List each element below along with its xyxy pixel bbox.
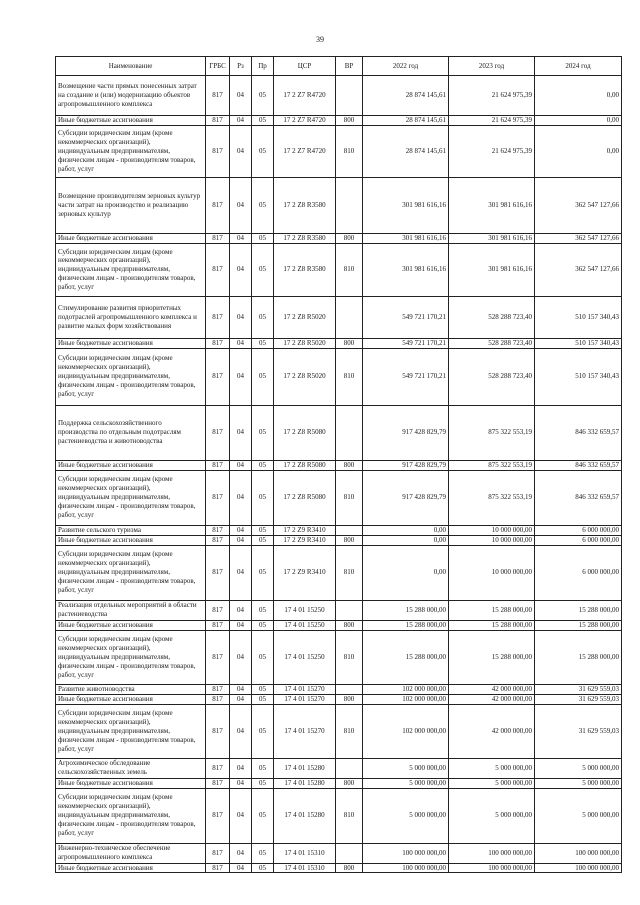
cell-rz: 04: [230, 788, 252, 843]
cell-y2024: 6 000 000,00: [535, 535, 622, 545]
cell-rz: 04: [230, 620, 252, 630]
cell-pr: 05: [252, 125, 274, 177]
cell-rz: 04: [230, 778, 252, 788]
cell-y2023: 5 000 000,00: [449, 778, 535, 788]
cell-y2024: 15 288 000,00: [535, 600, 622, 620]
cell-name: Инженерно-техническое обеспечение агропромышленного комплекса: [56, 843, 206, 863]
cell-name: Иные бюджетные ассигнования: [56, 535, 206, 545]
table-row: [56, 843, 622, 863]
cell-name: Развитие животноводства: [56, 684, 206, 694]
cell-csr: 17 4 01 15250: [274, 620, 336, 630]
cell-grbs: 817: [206, 704, 230, 758]
cell-csr: 17 4 01 15270: [274, 694, 336, 704]
header-row: [56, 57, 622, 76]
cell-y2024: 362 547 127,66: [535, 233, 622, 243]
cell-y2024: 15 288 000,00: [535, 620, 622, 630]
table-row: [56, 76, 622, 116]
cell-rz: 04: [230, 843, 252, 863]
cell-y2022: 549 721 170,21: [363, 296, 449, 338]
cell-vr: [336, 76, 363, 116]
cell-y2024: 31 629 559,03: [535, 704, 622, 758]
cell-pr: 05: [252, 525, 274, 535]
cell-y2022: 102 000 000,00: [363, 704, 449, 758]
cell-rz: 04: [230, 525, 252, 535]
cell-name: Иные бюджетные ассигнования: [56, 233, 206, 243]
cell-pr: 05: [252, 843, 274, 863]
cell-pr: 05: [252, 177, 274, 233]
cell-rz: 04: [230, 76, 252, 116]
cell-y2023: 301 981 616,16: [449, 177, 535, 233]
cell-pr: 05: [252, 405, 274, 460]
cell-rz: 04: [230, 630, 252, 684]
cell-rz: 04: [230, 600, 252, 620]
cell-vr: 800: [336, 460, 363, 470]
cell-name: Иные бюджетные ассигнования: [56, 338, 206, 348]
cell-vr: [336, 843, 363, 863]
cell-vr: [336, 296, 363, 338]
table-header: [56, 57, 622, 76]
cell-vr: [336, 600, 363, 620]
cell-csr: 17 2 Z7 R4720: [274, 76, 336, 116]
cell-pr: 05: [252, 778, 274, 788]
cell-grbs: 817: [206, 545, 230, 600]
cell-rz: 04: [230, 233, 252, 243]
table-body: [56, 76, 622, 873]
cell-y2023: 5 000 000,00: [449, 788, 535, 843]
cell-pr: 05: [252, 788, 274, 843]
cell-y2024: 510 157 340,43: [535, 296, 622, 338]
cell-grbs: 817: [206, 348, 230, 405]
cell-y2023: 21 624 975,39: [449, 125, 535, 177]
cell-name: Субсидии юридическим лицам (кроме некоммерческих организаций), индивидуальным предпринимателям, физическим лицам - производителям товаров, работ, услуг: [56, 125, 206, 177]
cell-grbs: 817: [206, 620, 230, 630]
cell-y2023: 42 000 000,00: [449, 704, 535, 758]
table-row: [56, 125, 622, 177]
table-row: [56, 630, 622, 684]
cell-grbs: 817: [206, 788, 230, 843]
cell-csr: 17 2 Z8 R5020: [274, 348, 336, 405]
header-rz: Рз: [230, 57, 252, 76]
table-row: [56, 758, 622, 778]
cell-y2024: 362 547 127,66: [535, 243, 622, 296]
cell-vr: 810: [336, 704, 363, 758]
budget-table: [55, 56, 622, 873]
cell-vr: 810: [336, 545, 363, 600]
cell-y2023: 528 288 723,40: [449, 348, 535, 405]
header-2022: 2022 год: [363, 57, 449, 76]
cell-pr: 05: [252, 296, 274, 338]
header-2023: 2023 год: [449, 57, 535, 76]
table-row: [56, 116, 622, 126]
cell-y2024: 15 288 000,00: [535, 630, 622, 684]
cell-y2023: 10 000 000,00: [449, 525, 535, 535]
cell-csr: 17 4 01 15280: [274, 788, 336, 843]
cell-name: Иные бюджетные ассигнования: [56, 116, 206, 126]
cell-csr: 17 4 01 15270: [274, 704, 336, 758]
cell-y2022: 15 288 000,00: [363, 620, 449, 630]
cell-name: Иные бюджетные ассигнования: [56, 694, 206, 704]
cell-y2023: 875 322 553,19: [449, 460, 535, 470]
cell-name: Субсидии юридическим лицам (кроме некоммерческих организаций), индивидуальным предпринимателям, физическим лицам - производителям товаров, работ, услуг: [56, 243, 206, 296]
cell-csr: 17 2 Z8 R5080: [274, 405, 336, 460]
cell-y2022: 917 428 829,79: [363, 470, 449, 525]
cell-pr: 05: [252, 863, 274, 873]
table-row: [56, 684, 622, 694]
cell-y2023: 528 288 723,40: [449, 296, 535, 338]
cell-y2023: 10 000 000,00: [449, 545, 535, 600]
cell-rz: 04: [230, 177, 252, 233]
cell-y2022: 549 721 170,21: [363, 348, 449, 405]
cell-name: Субсидии юридическим лицам (кроме некоммерческих организаций), индивидуальным предпринимателям, физическим лицам - производителям товаров, работ, услуг: [56, 704, 206, 758]
cell-rz: 04: [230, 694, 252, 704]
table-row: [56, 338, 622, 348]
header-name: Наименование: [56, 57, 206, 76]
cell-pr: 05: [252, 76, 274, 116]
cell-rz: 04: [230, 243, 252, 296]
cell-y2024: 100 000 000,00: [535, 843, 622, 863]
cell-y2022: 102 000 000,00: [363, 684, 449, 694]
cell-rz: 04: [230, 125, 252, 177]
cell-y2022: 301 981 616,16: [363, 243, 449, 296]
cell-name: Субсидии юридическим лицам (кроме некоммерческих организаций), индивидуальным предпринимателям, физическим лицам - производителям товаров, работ, услуг: [56, 630, 206, 684]
cell-csr: 17 4 01 15280: [274, 758, 336, 778]
cell-name: Реализация отдельных мероприятий в области растениеводства: [56, 600, 206, 620]
header-grbs: ГРБС: [206, 57, 230, 76]
cell-rz: 04: [230, 704, 252, 758]
cell-vr: 810: [336, 470, 363, 525]
cell-grbs: 817: [206, 843, 230, 863]
cell-y2022: 28 874 145,61: [363, 76, 449, 116]
cell-pr: 05: [252, 694, 274, 704]
cell-csr: 17 4 01 15310: [274, 863, 336, 873]
cell-y2024: 510 157 340,43: [535, 348, 622, 405]
cell-y2024: 6 000 000,00: [535, 525, 622, 535]
cell-pr: 05: [252, 243, 274, 296]
cell-y2022: 28 874 145,61: [363, 125, 449, 177]
cell-y2024: 0,00: [535, 125, 622, 177]
table-row: [56, 535, 622, 545]
table-row: [56, 348, 622, 405]
cell-y2024: 31 629 559,03: [535, 684, 622, 694]
cell-y2024: 100 000 000,00: [535, 863, 622, 873]
cell-rz: 04: [230, 863, 252, 873]
cell-csr: 17 2 Z8 R5020: [274, 338, 336, 348]
cell-pr: 05: [252, 620, 274, 630]
cell-y2023: 15 288 000,00: [449, 620, 535, 630]
cell-y2023: 15 288 000,00: [449, 630, 535, 684]
cell-name: Иные бюджетные ассигнования: [56, 863, 206, 873]
cell-vr: [336, 405, 363, 460]
header-pr: Пр: [252, 57, 274, 76]
cell-name: Возмещение части прямых понесенных затрат на создание и (или) модернизацию объектов агропромышленного комплекса: [56, 76, 206, 116]
cell-vr: 800: [336, 535, 363, 545]
cell-y2024: 846 332 659,57: [535, 405, 622, 460]
cell-grbs: 817: [206, 296, 230, 338]
cell-name: Стимулирование развития приоритетных подотраслей агропромышленного комплекса и развитие малых форм хозяйствования: [56, 296, 206, 338]
table-row: [56, 600, 622, 620]
header-csr: ЦСР: [274, 57, 336, 76]
cell-grbs: 817: [206, 758, 230, 778]
table-row: [56, 704, 622, 758]
cell-y2022: 100 000 000,00: [363, 863, 449, 873]
cell-pr: 05: [252, 758, 274, 778]
table-row: [56, 863, 622, 873]
table-row: [56, 788, 622, 843]
cell-y2023: 100 000 000,00: [449, 843, 535, 863]
table-row: [56, 545, 622, 600]
cell-rz: 04: [230, 405, 252, 460]
cell-rz: 04: [230, 296, 252, 338]
cell-y2024: 0,00: [535, 116, 622, 126]
cell-pr: 05: [252, 684, 274, 694]
cell-pr: 05: [252, 338, 274, 348]
cell-grbs: 817: [206, 470, 230, 525]
cell-y2022: 301 981 616,16: [363, 233, 449, 243]
cell-vr: 810: [336, 125, 363, 177]
cell-pr: 05: [252, 630, 274, 684]
cell-grbs: 817: [206, 243, 230, 296]
cell-pr: 05: [252, 348, 274, 405]
cell-y2023: 15 288 000,00: [449, 600, 535, 620]
cell-csr: 17 4 01 15250: [274, 630, 336, 684]
table-row: [56, 243, 622, 296]
cell-grbs: 817: [206, 116, 230, 126]
cell-name: Субсидии юридическим лицам (кроме некоммерческих организаций), индивидуальным предпринимателям, физическим лицам - производителям товаров, работ, услуг: [56, 470, 206, 525]
cell-pr: 05: [252, 233, 274, 243]
table-row: [56, 525, 622, 535]
cell-pr: 05: [252, 116, 274, 126]
cell-csr: 17 4 01 15280: [274, 778, 336, 788]
cell-y2024: 6 000 000,00: [535, 545, 622, 600]
cell-rz: 04: [230, 684, 252, 694]
cell-y2022: 5 000 000,00: [363, 778, 449, 788]
cell-y2022: 28 874 145,61: [363, 116, 449, 126]
table-row: [56, 296, 622, 338]
cell-y2023: 100 000 000,00: [449, 863, 535, 873]
cell-grbs: 817: [206, 405, 230, 460]
cell-name: Иные бюджетные ассигнования: [56, 778, 206, 788]
cell-name: Субсидии юридическим лицам (кроме некоммерческих организаций), индивидуальным предпринимателям, физическим лицам - производителям товаров, работ, услуг: [56, 788, 206, 843]
cell-rz: 04: [230, 338, 252, 348]
cell-vr: [336, 177, 363, 233]
cell-vr: 810: [336, 788, 363, 843]
cell-grbs: 817: [206, 684, 230, 694]
cell-y2023: 5 000 000,00: [449, 758, 535, 778]
cell-y2022: 0,00: [363, 545, 449, 600]
cell-vr: 800: [336, 620, 363, 630]
header-2024: 2024 год: [535, 57, 622, 76]
cell-csr: 17 2 Z7 R4720: [274, 125, 336, 177]
cell-vr: [336, 684, 363, 694]
cell-vr: 810: [336, 243, 363, 296]
cell-y2024: 846 332 659,57: [535, 470, 622, 525]
cell-name: Поддержка сельскохозяйственного производства по отдельным подотраслям растениеводства и животноводства: [56, 405, 206, 460]
cell-y2023: 21 624 975,39: [449, 116, 535, 126]
cell-rz: 04: [230, 116, 252, 126]
cell-y2023: 301 981 616,16: [449, 233, 535, 243]
cell-rz: 04: [230, 460, 252, 470]
cell-vr: 800: [336, 863, 363, 873]
cell-csr: 17 2 Z9 R3410: [274, 535, 336, 545]
cell-y2023: 10 000 000,00: [449, 535, 535, 545]
cell-vr: [336, 758, 363, 778]
cell-name: Агрохимическое обследование сельскохозяйственных земель: [56, 758, 206, 778]
cell-pr: 05: [252, 600, 274, 620]
cell-y2022: 102 000 000,00: [363, 694, 449, 704]
cell-vr: 800: [336, 694, 363, 704]
cell-vr: 800: [336, 338, 363, 348]
cell-grbs: 817: [206, 125, 230, 177]
cell-csr: 17 4 01 15250: [274, 600, 336, 620]
cell-y2024: 510 157 340,43: [535, 338, 622, 348]
cell-y2022: 15 288 000,00: [363, 630, 449, 684]
cell-rz: 04: [230, 470, 252, 525]
cell-y2022: 5 000 000,00: [363, 758, 449, 778]
cell-vr: 810: [336, 348, 363, 405]
cell-csr: 17 2 Z9 R3410: [274, 525, 336, 535]
cell-y2024: 5 000 000,00: [535, 778, 622, 788]
cell-grbs: 817: [206, 535, 230, 545]
cell-name: Иные бюджетные ассигнования: [56, 460, 206, 470]
table-row: [56, 405, 622, 460]
table-row: [56, 233, 622, 243]
cell-csr: 17 2 Z9 R3410: [274, 545, 336, 600]
cell-csr: 17 2 Z8 R5080: [274, 470, 336, 525]
cell-name: Иные бюджетные ассигнования: [56, 620, 206, 630]
header-vr: ВР: [336, 57, 363, 76]
cell-y2024: 0,00: [535, 76, 622, 116]
cell-name: Субсидии юридическим лицам (кроме некоммерческих организаций), индивидуальным предпринимателям, физическим лицам - производителям товаров, работ, услуг: [56, 545, 206, 600]
cell-grbs: 817: [206, 863, 230, 873]
cell-pr: 05: [252, 460, 274, 470]
cell-grbs: 817: [206, 600, 230, 620]
table-row: [56, 620, 622, 630]
table-row: [56, 177, 622, 233]
cell-pr: 05: [252, 470, 274, 525]
cell-grbs: 817: [206, 177, 230, 233]
cell-grbs: 817: [206, 630, 230, 684]
table-row: [56, 778, 622, 788]
cell-grbs: 817: [206, 233, 230, 243]
cell-y2022: 917 428 829,79: [363, 460, 449, 470]
cell-grbs: 817: [206, 76, 230, 116]
cell-csr: 17 2 Z8 R3580: [274, 233, 336, 243]
cell-y2022: 100 000 000,00: [363, 843, 449, 863]
cell-y2024: 5 000 000,00: [535, 758, 622, 778]
cell-name: Развитие сельского туризма: [56, 525, 206, 535]
cell-grbs: 817: [206, 694, 230, 704]
cell-pr: 05: [252, 704, 274, 758]
cell-name: Субсидии юридическим лицам (кроме некоммерческих организаций), индивидуальным предпринимателям, физическим лицам - производителям товаров, работ, услуг: [56, 348, 206, 405]
cell-grbs: 817: [206, 525, 230, 535]
cell-vr: 800: [336, 233, 363, 243]
table-row: [56, 470, 622, 525]
table-row: [56, 460, 622, 470]
cell-csr: 17 2 Z8 R3580: [274, 243, 336, 296]
cell-vr: 800: [336, 778, 363, 788]
cell-csr: 17 2 Z8 R5080: [274, 460, 336, 470]
cell-y2023: 42 000 000,00: [449, 684, 535, 694]
cell-y2024: 846 332 659,57: [535, 460, 622, 470]
cell-csr: 17 4 01 15270: [274, 684, 336, 694]
cell-csr: 17 2 Z8 R3580: [274, 177, 336, 233]
cell-y2024: 5 000 000,00: [535, 788, 622, 843]
cell-y2022: 15 288 000,00: [363, 600, 449, 620]
cell-name: Возмещение производителям зерновых культур части затрат на производство и реализацию зерновых культур: [56, 177, 206, 233]
cell-y2022: 0,00: [363, 525, 449, 535]
table-row: [56, 694, 622, 704]
cell-rz: 04: [230, 535, 252, 545]
cell-y2022: 0,00: [363, 535, 449, 545]
cell-csr: 17 2 Z8 R5020: [274, 296, 336, 338]
cell-y2024: 31 629 559,03: [535, 694, 622, 704]
cell-y2022: 301 981 616,16: [363, 177, 449, 233]
cell-grbs: 817: [206, 460, 230, 470]
cell-grbs: 817: [206, 778, 230, 788]
cell-rz: 04: [230, 545, 252, 600]
cell-rz: 04: [230, 348, 252, 405]
cell-grbs: 817: [206, 338, 230, 348]
cell-csr: 17 4 01 15310: [274, 843, 336, 863]
cell-y2023: 301 981 616,16: [449, 243, 535, 296]
cell-y2023: 21 624 975,39: [449, 76, 535, 116]
cell-vr: [336, 525, 363, 535]
cell-y2022: 5 000 000,00: [363, 788, 449, 843]
cell-pr: 05: [252, 545, 274, 600]
cell-y2022: 917 428 829,79: [363, 405, 449, 460]
page-number: 39: [316, 35, 324, 44]
cell-y2023: 528 288 723,40: [449, 338, 535, 348]
cell-pr: 05: [252, 535, 274, 545]
cell-y2023: 42 000 000,00: [449, 694, 535, 704]
cell-rz: 04: [230, 758, 252, 778]
cell-y2022: 549 721 170,21: [363, 338, 449, 348]
cell-y2024: 362 547 127,66: [535, 177, 622, 233]
cell-vr: 810: [336, 630, 363, 684]
cell-y2023: 875 322 553,19: [449, 405, 535, 460]
cell-vr: 800: [336, 116, 363, 126]
cell-y2023: 875 322 553,19: [449, 470, 535, 525]
cell-csr: 17 2 Z7 R4720: [274, 116, 336, 126]
